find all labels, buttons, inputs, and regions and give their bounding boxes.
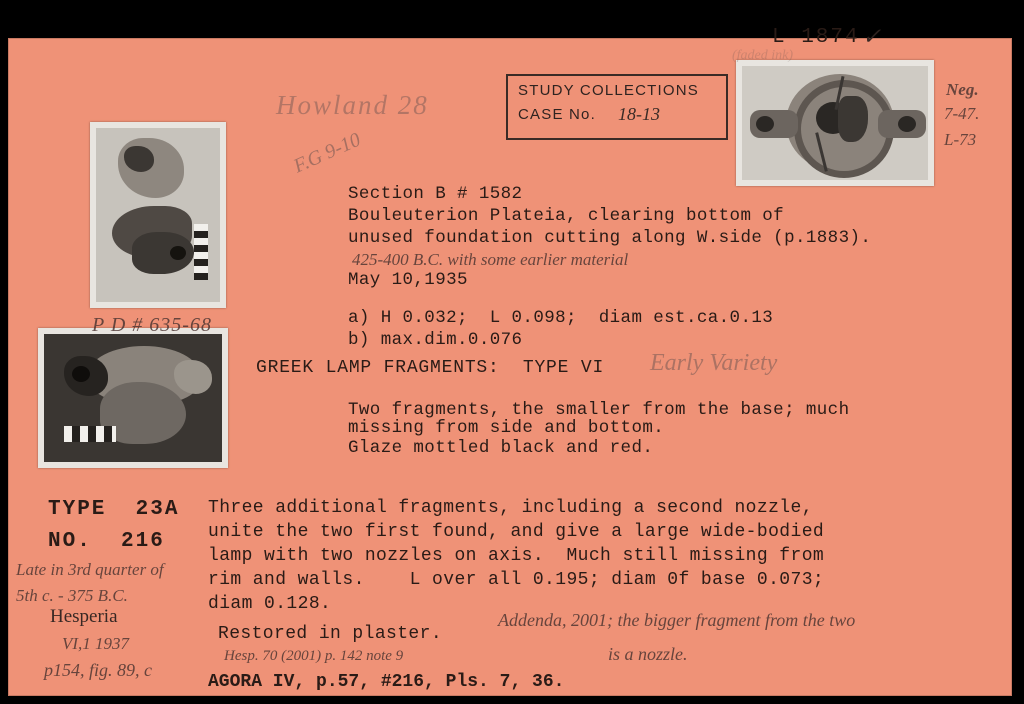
annotation-neg-1: 7-47. (944, 104, 980, 123)
typed-dimension-a: a) H 0.032; L 0.098; diam est.ca.0.13 (348, 308, 774, 328)
annotation-pd-number: P D # 635-68 (92, 314, 212, 336)
card-tab-ghost-note: (faded ink) (732, 48, 794, 63)
annotation-date-range: 425-400 B.C. with some earlier material (352, 250, 629, 269)
annotation-fg-number: F.G 9-10 (290, 128, 364, 178)
annotation-early-variety: Early Variety (650, 350, 778, 376)
stamp-case-number: 18-13 (618, 104, 660, 124)
typed-body-line-1: Three additional fragments, including a second nozzle, (208, 498, 813, 518)
typed-heading-lamp-fragments: GREEK LAMP FRAGMENTS: TYPE VI (256, 358, 605, 378)
typed-dimension-b: b) max.dim.0.076 (348, 330, 523, 350)
annotation-hesperia-ref-2: p154, fig. 89, c (44, 660, 152, 680)
card-tab-check: ✓ (862, 24, 882, 49)
stamp-line-2: CASE No. (518, 106, 596, 123)
annotation-neg-2: L-73 (944, 130, 977, 149)
annotation-addenda-line-2: is a nozzle. (608, 644, 688, 664)
card-tab-label: L 1874 (772, 26, 860, 49)
annotation-hesperia: Hesperia (50, 606, 118, 627)
typed-description-line-3: Glaze mottled black and red. (348, 438, 654, 458)
typed-context-line-2: unused foundation cutting along W.side (p.1883). (348, 228, 872, 248)
photo-fragments-lower (38, 328, 228, 468)
annotation-hesp-note: Hesp. 70 (2001) p. 142 note 9 (224, 648, 404, 664)
annotation-late-note-1: Late in 3rd quarter of (16, 560, 164, 579)
typed-description-line-1: Two fragments, the smaller from the base; much (348, 400, 850, 420)
photo-lamp-top-right (736, 60, 934, 186)
annotation-late-note-2: 5th c. - 375 B.C. (16, 586, 128, 605)
photo-fragments-upper (90, 122, 226, 308)
typed-body-line-3: lamp with two nozzles on axis. Much still missing from (208, 546, 825, 566)
typed-section: Section B # 1582 (348, 184, 523, 204)
annotation-neg-label: Neg. (946, 80, 979, 99)
typed-no-label: NO. 216 (48, 530, 165, 553)
typed-date: May 10,1935 (348, 270, 468, 290)
typed-description-line-2: missing from side and bottom. (348, 418, 665, 438)
typed-agora-reference: AGORA IV, p.57, #216, Pls. 7, 36. (208, 672, 565, 692)
typed-type-label: TYPE 23A (48, 498, 180, 521)
stamp-line-1: STUDY COLLECTIONS (518, 82, 699, 99)
typed-restored-in-plaster: Restored in plaster. (218, 624, 443, 644)
annotation-hesperia-ref-1: VI,1 1937 (62, 634, 130, 653)
typed-body-line-4: rim and walls. L over all 0.195; diam 0f base 0.073; (208, 570, 825, 590)
study-collections-stamp (506, 74, 728, 140)
typed-body-line-5: diam 0.128. (208, 594, 332, 614)
annotation-addenda-line-1: Addenda, 2001; the bigger fragment from the two (498, 610, 856, 630)
typed-context-line-1: Bouleuterion Plateia, clearing bottom of (348, 206, 785, 226)
annotation-howland: Howland 28 (276, 90, 429, 120)
typed-body-line-2: unite the two first found, and give a large wide-bodied (208, 522, 825, 542)
catalog-card (8, 24, 1012, 696)
